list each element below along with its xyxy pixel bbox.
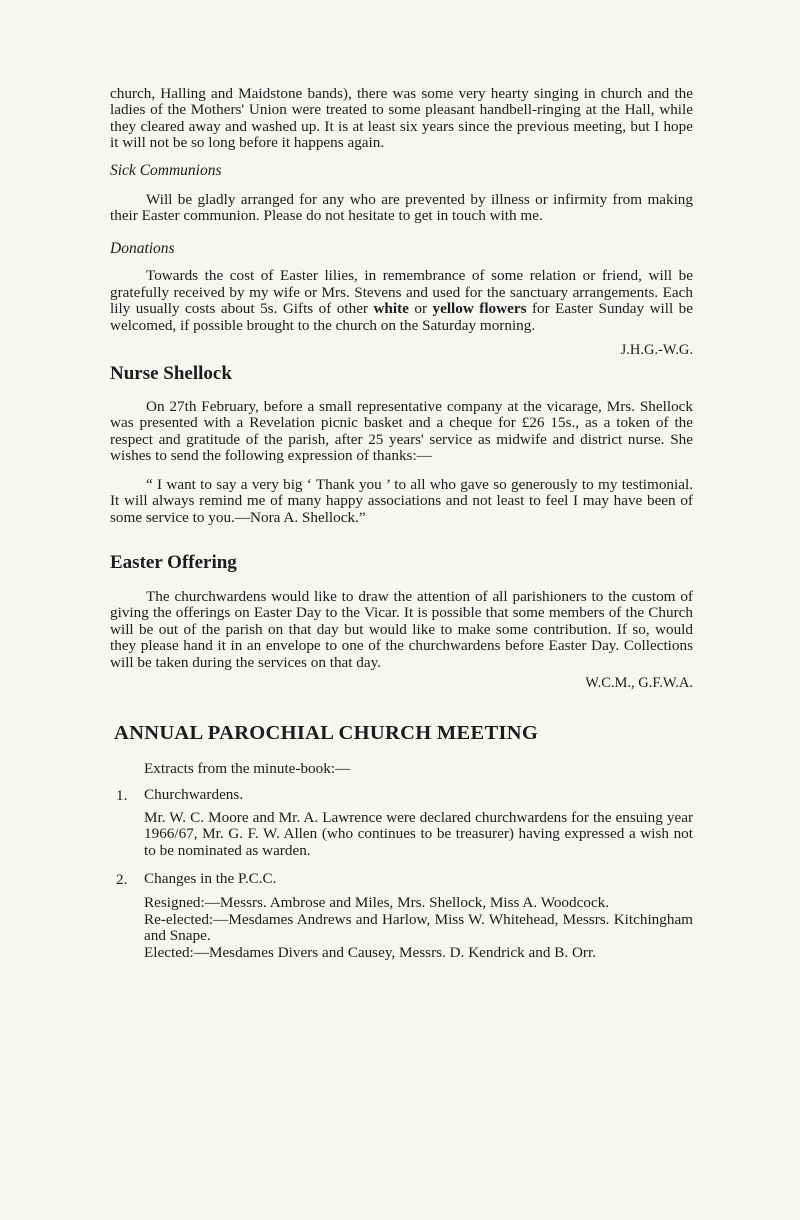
page-content [110,86,693,961]
apcm-item-1-text: Mr. W. C. Moore and Mr. A. Lawrence were declared churchwardens for the ensuing year 1966/67, Mr. G. F. W. Allen (who continues to be treasurer) having expressed a wish not to be nominated as warden. [144,808,693,859]
donations-text-c: for Easter Sunday will be welcomed, if possible brought to the church on the Saturday morning. [110,300,693,334]
donations-signature: J.H.G.-W.G. [620,342,693,359]
apcm-item-1 [110,787,693,859]
apcm-item-2-reelected: Re-elected:—Mesdames Andrews and Harlow, Miss W. Whitehead, Messrs. Kitchingham and Snape. [144,910,693,945]
nurse-shellock-paragraph-1: On 27th February, before a small representative company at the vicarage, Mrs. Shellock was presented with a Revelation picnic basket and a cheque for £26 15s., as a token of the respect and gratitude of the parish, after 25 years' service as midwife and district nurse. She wishes to send the following expression of thanks:— [110,398,693,465]
apcm-item-1-number: 1. [116,787,128,805]
donations-text-b: or [408,300,433,318]
donations-paragraph [110,268,693,334]
sick-communions-paragraph: Will be gladly arranged for any who are prevented by illness or infirmity from making their Easter communion. Please do not hesitate to get in touch with me. [110,190,693,225]
apcm-item-2-number: 2. [116,870,128,888]
apcm-item-2-elected: Elected:—Mesdames Divers and Causey, Messrs. D. Kendrick and B. Orr. [144,943,597,961]
easter-offering-heading: Easter Offering [110,551,237,573]
apcm-item-1-title: Churchwardens. [144,786,244,804]
donations-text-a: Towards the cost of Easter lilies, in remembrance of some relation or friend, will be gratefully received by my wife or Mrs. Stevens and used for the sanctuary arrangements. Each lily usually costs about 5s. Gifts of other [110,267,693,318]
donations-bold-yellow: yellow flowers [432,300,527,318]
sick-communions-heading: Sick Communions [110,161,222,179]
intro-paragraph: church, Halling and Maidstone bands), there was some very hearty singing in church and the ladies of the Mothers' Union were treated to some pleasant handbell-ringing at the Hall, while they cleared away and washed up. It is at least six years since the previous meeting, but I hope it will not be so long before it happens again. [110,85,693,152]
easter-offering-paragraph: The churchwardens would like to draw the attention of all parishioners to the custom of giving the offerings on Easter Day to the Vicar. It is possible that some members of the Church will be out of the parish on that day but would like to make some contribution. If so, would they please hand it in an envelope to one of the churchwardens before Easter Day. Collections will be taken during the services on that day. [110,587,693,671]
apcm-item-2-title: Changes in the P.C.C. [144,869,277,887]
nurse-shellock-heading: Nurse Shellock [110,363,232,385]
nurse-shellock-paragraph-2: “ I want to say a very big ‘ Thank you ’ to all who gave so generously to my testimonial. It will always remind me of many happy associations and not least to feel I may have been of some service to you.—Nora A. Shellock.” [110,475,693,526]
apcm-item-2-resigned: Resigned:—Messrs. Ambrose and Miles, Mrs. Shellock, Miss A. Woodcock. [144,894,610,912]
apcm-intro: Extracts from the minute-book:— [144,759,351,777]
donations-heading: Donations [110,240,175,258]
apcm-item-2 [110,871,693,961]
apcm-heading: ANNUAL PAROCHIAL CHURCH MEETING [114,721,539,744]
donations-bold-white: white [373,300,409,318]
easter-offering-signature: W.C.M., G.F.W.A. [585,674,693,691]
